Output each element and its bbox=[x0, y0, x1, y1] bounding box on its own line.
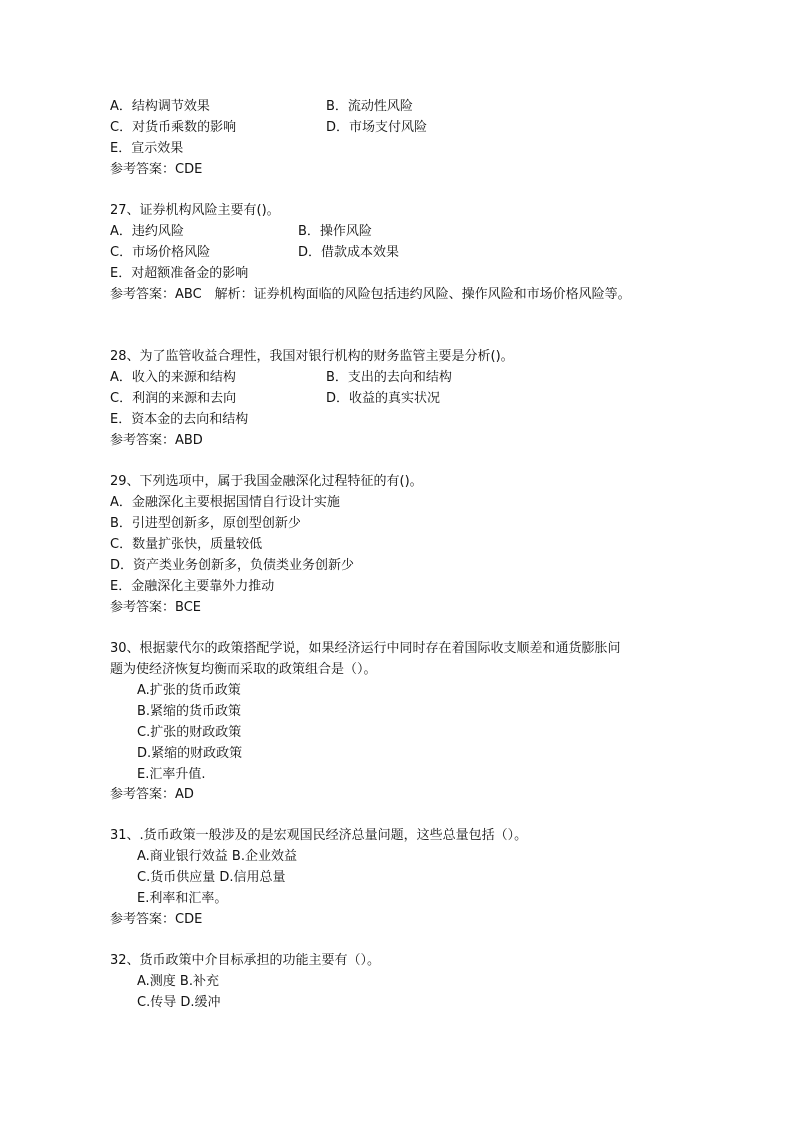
q30-option-e: E.汇率升值. bbox=[137, 767, 206, 782]
q28-stem: 28、为了监管收益合理性，我国对银行机构的财务监管主要是分析()。 bbox=[110, 349, 514, 364]
q26-option-b: B．流动性风险 bbox=[326, 99, 413, 114]
q27-option-c: C．市场价格风险 bbox=[110, 245, 211, 260]
q26-option-a: A．结构调节效果 bbox=[110, 99, 210, 114]
q29-option-e: E．金融深化主要靠外力推动 bbox=[110, 579, 275, 594]
q30-stem-line1: 30、根据蒙代尔的政策搭配学说，如果经济运行中同时存在着国际收支顺差和通货膨胀问 bbox=[110, 641, 621, 656]
q26-answer: 参考答案：CDE bbox=[110, 162, 203, 177]
q31-stem: 31、.货币政策一般涉及的是宏观国民经济总量问题，这些总量包括（）。 bbox=[110, 828, 528, 843]
q29-answer: 参考答案：BCE bbox=[110, 600, 201, 615]
q30-option-b: B.紧缩的货币政策 bbox=[137, 704, 242, 719]
q29-option-b: B．引进型创新多，原创型创新少 bbox=[110, 516, 301, 531]
q28-answer: 参考答案：ABD bbox=[110, 433, 203, 448]
q31-option-e: E.利率和汇率。 bbox=[137, 891, 228, 906]
q30-option-c: C.扩张的财政政策 bbox=[137, 725, 242, 740]
q29-option-a: A．金融深化主要根据国情自行设计实施 bbox=[110, 495, 340, 510]
q27-stem: 27、证券机构风险主要有()。 bbox=[110, 203, 280, 218]
q32-options-ab: A.测度 B.补充 bbox=[137, 974, 219, 989]
q31-options-cd: C.货币供应量 D.信用总量 bbox=[137, 870, 286, 885]
q28-option-e: E．资本金的去向和结构 bbox=[110, 412, 249, 427]
q26-option-d: D．市场支付风险 bbox=[326, 120, 428, 135]
q30-option-a: A.扩张的货币政策 bbox=[137, 683, 241, 698]
q27-option-b: B．操作风险 bbox=[298, 224, 372, 239]
q29-option-c: C．数量扩张快，质量较低 bbox=[110, 537, 263, 552]
q29-option-d: D．资产类业务创新多，负债类业务创新少 bbox=[110, 558, 355, 573]
q30-answer: 参考答案：AD bbox=[110, 787, 194, 802]
q29-stem: 29、下列选项中，属于我国金融深化过程特征的有()。 bbox=[110, 474, 423, 489]
q27-option-d: D．借款成本效果 bbox=[298, 245, 400, 260]
q32-stem: 32、货币政策中介目标承担的功能主要有（）。 bbox=[110, 953, 381, 968]
q32-options-cd: C.传导 D.缓冲 bbox=[137, 995, 221, 1010]
q27-answer: 参考答案：ABC 解析：证券机构面临的风险包括违约风险、操作风险和市场价格风险等。 bbox=[110, 287, 631, 302]
q30-stem-line2: 题为使经济恢复均衡而采取的政策组合是（）。 bbox=[110, 662, 377, 677]
q30-option-d: D.紧缩的财政政策 bbox=[137, 746, 243, 761]
q28-option-a: A．收入的来源和结构 bbox=[110, 370, 236, 385]
q31-options-ab: A.商业银行效益 B.企业效益 bbox=[137, 849, 297, 864]
q27-option-a: A．违约风险 bbox=[110, 224, 184, 239]
q28-option-c: C．利润的来源和去向 bbox=[110, 391, 237, 406]
q31-answer: 参考答案：CDE bbox=[110, 912, 203, 927]
q28-option-b: B．支出的去向和结构 bbox=[326, 370, 452, 385]
q26-option-c: C．对货币乘数的影响 bbox=[110, 120, 237, 135]
q28-option-d: D．收益的真实状况 bbox=[326, 391, 441, 406]
q27-option-e: E．对超额准备金的影响 bbox=[110, 266, 249, 281]
q26-option-e: E．宣示效果 bbox=[110, 141, 184, 156]
